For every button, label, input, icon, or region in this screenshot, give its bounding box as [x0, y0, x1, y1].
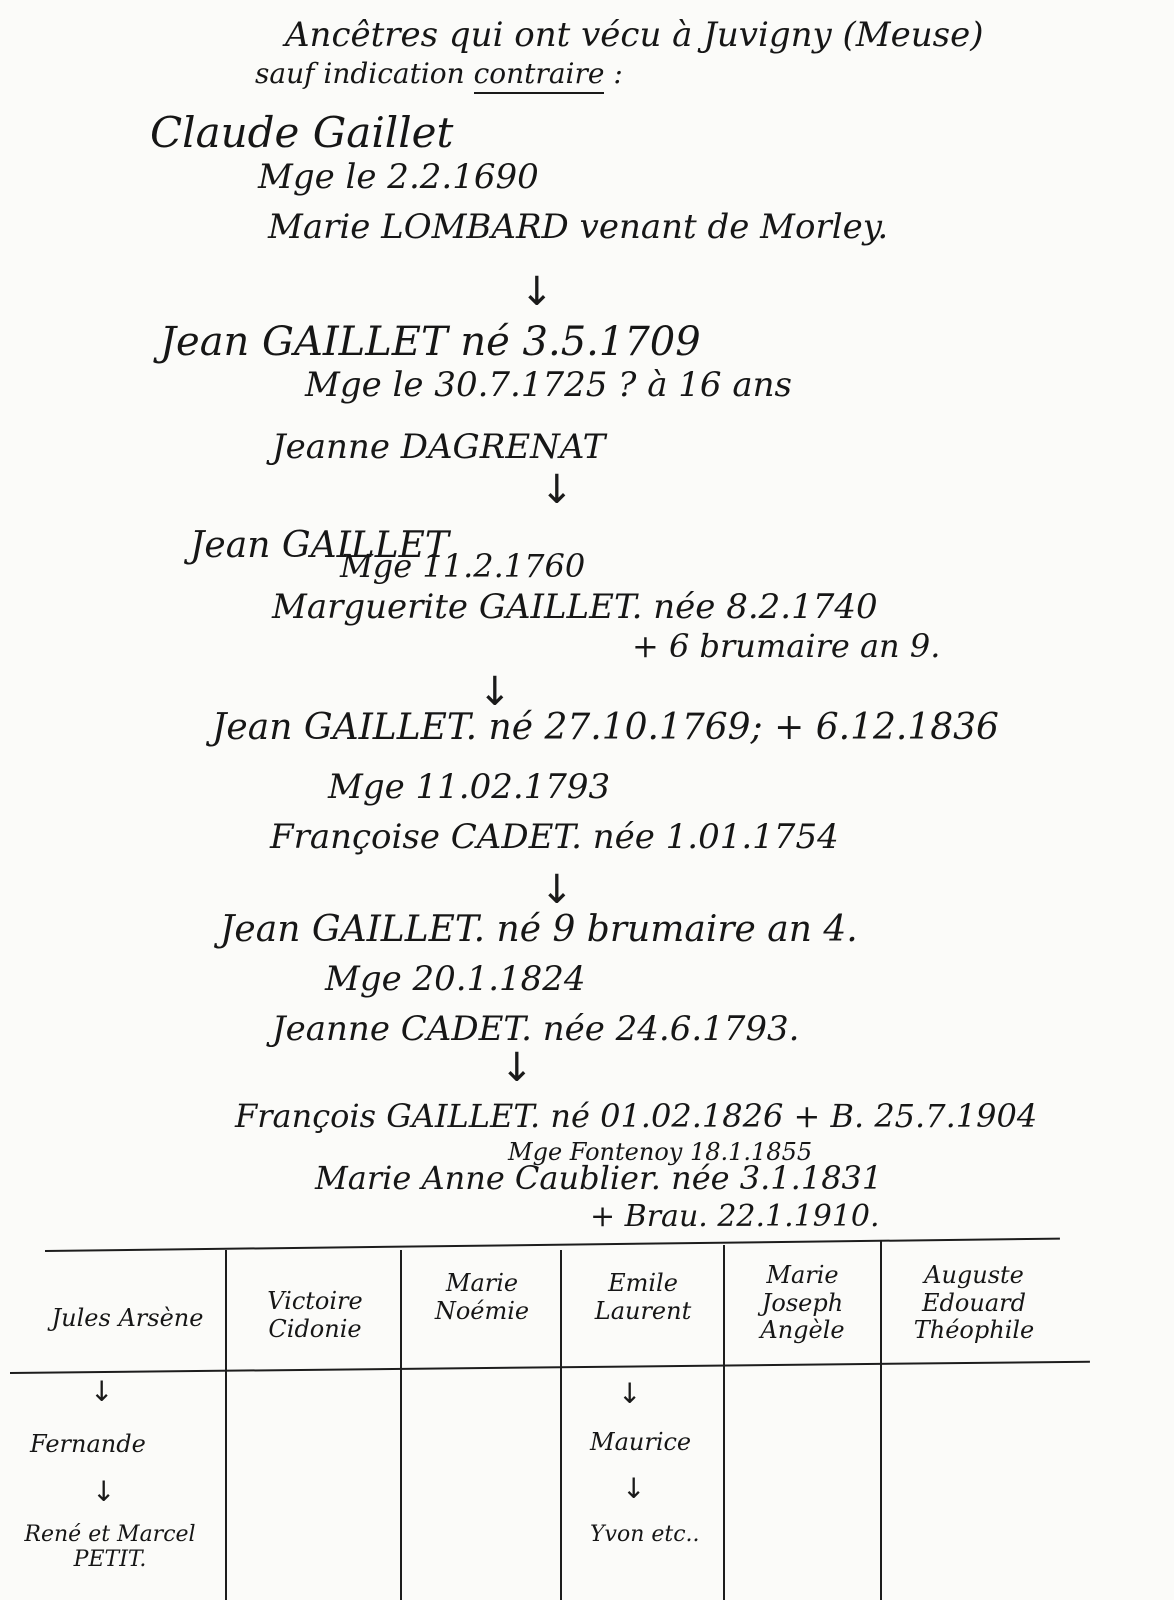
gen3-note: + 6 brumaire an 9.	[632, 627, 941, 665]
gen6-name: François GAILLET. né 01.02.1826 + B. 25.7.1904	[235, 1097, 1038, 1135]
child-4-arrow-1: ↓	[618, 1377, 642, 1410]
gen1-spouse: Marie LOMBARD venant de Morley.	[268, 207, 889, 247]
child-6-name: Auguste Edouard Théophile	[913, 1261, 1035, 1345]
table-divider-4	[723, 1245, 725, 1600]
gen4-marriage: Mge 11.02.1793	[328, 767, 611, 807]
heading-underlined-word: contraire	[474, 57, 605, 94]
child-1-descendant-1: Fernande	[30, 1430, 146, 1458]
gen4-name: Jean GAILLET. né 27.10.1769; + 6.12.1836	[212, 707, 999, 748]
gen1-name: Claude Gaillet	[150, 108, 454, 157]
table-top-line	[45, 1238, 1060, 1252]
child-4-arrow-2: ↓	[622, 1472, 646, 1505]
child-1-arrow-2: ↓	[92, 1475, 116, 1508]
gen-arrow-4: ↓	[540, 867, 574, 913]
gen2-name: Jean GAILLET né 3.5.1709	[160, 319, 701, 365]
gen5-spouse: Jeanne CADET. née 24.6.1793.	[272, 1009, 800, 1049]
child-3-name: Marie Noémie	[434, 1269, 530, 1325]
child-4-descendant-2: Yvon etc..	[590, 1522, 700, 1547]
table-divider-1	[225, 1250, 227, 1600]
table-divider-3	[560, 1250, 562, 1600]
gen1-marriage: Mge le 2.2.1690	[258, 157, 539, 197]
heading-line-2	[255, 57, 623, 90]
heading-line-1: Ancêtres qui ont vécu à Juvigny (Meuse)	[285, 15, 984, 55]
gen-arrow-2: ↓	[540, 467, 574, 513]
gen-arrow-3: ↓	[478, 669, 512, 715]
gen5-marriage: Mge 20.1.1824	[325, 959, 586, 999]
child-4-descendant-1: Maurice	[590, 1428, 692, 1456]
heading-suffix: :	[604, 57, 623, 90]
child-1-descendant-2: René et Marcel PETIT.	[24, 1522, 196, 1573]
table-divider-2	[400, 1250, 402, 1600]
child-2-name: Victoire Cidonie	[267, 1287, 363, 1343]
child-4-name: Emile Laurent	[594, 1269, 692, 1325]
child-1-arrow-1: ↓	[90, 1375, 114, 1408]
gen-arrow-5: ↓	[500, 1045, 534, 1091]
child-1-name: Jules Arsène	[51, 1304, 204, 1332]
gen2-spouse: Jeanne DAGRENAT	[272, 427, 606, 467]
table-divider-5	[880, 1240, 882, 1600]
gen3-marriage: Mge 11.2.1760	[340, 547, 586, 585]
gen3-spouse: Marguerite GAILLET. née 8.2.1740	[272, 587, 878, 627]
table-middle-line	[10, 1361, 1090, 1374]
gen-arrow-1: ↓	[520, 269, 554, 315]
gen6-spouse: Marie Anne Caublier. née 3.1.1831	[315, 1159, 883, 1197]
gen2-marriage: Mge le 30.7.1725 ? à 16 ans	[305, 365, 792, 405]
gen3-name: Jean GAILLET	[190, 525, 449, 566]
child-5-name: Marie Joseph Angèle	[760, 1261, 845, 1345]
gen4-spouse: Françoise CADET. née 1.01.1754	[270, 817, 839, 857]
heading-prefix: sauf indication	[255, 57, 474, 90]
gen6-note: + Brau. 22.1.1910.	[590, 1199, 880, 1234]
gen5-name: Jean GAILLET. né 9 brumaire an 4.	[220, 909, 858, 950]
gen6-marriage: Mge Fontenoy 18.1.1855	[508, 1138, 813, 1166]
